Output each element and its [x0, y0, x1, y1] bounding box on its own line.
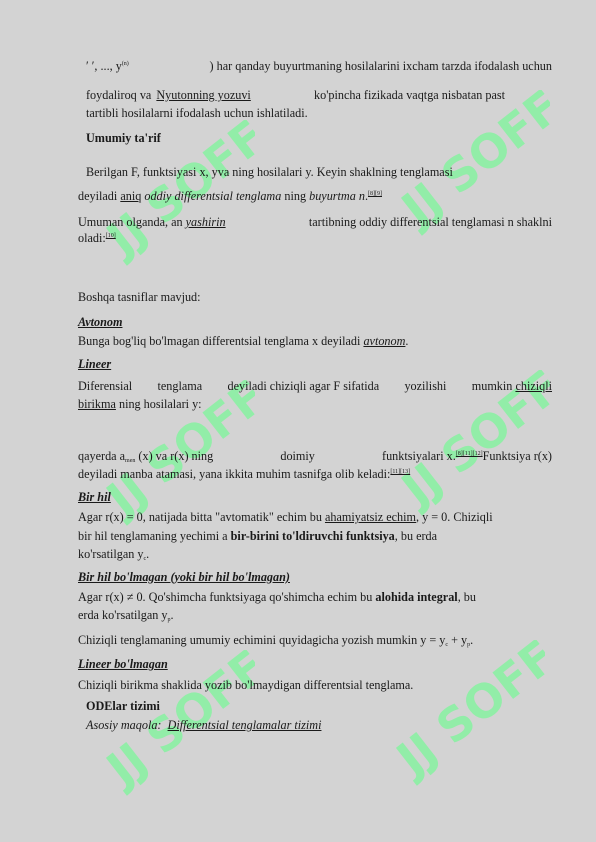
watermark-text: JJ SOFF — [96, 380, 255, 526]
citation-link[interactable]: [8][9] — [368, 191, 382, 197]
paragraph-line — [78, 590, 552, 605]
text: ′ ′, ..., y — [86, 59, 122, 73]
paragraph-line — [78, 231, 116, 246]
watermark-text: JJ SOFF — [391, 370, 550, 516]
text: Bunga bog'liq bo'lmagan differentsial tenglama x deyiladi — [78, 334, 361, 348]
text: oddiy differentsial tenglama — [144, 189, 282, 203]
subheading-bir-hil: Bir hil — [78, 490, 111, 504]
link-chiziqli[interactable]: chiziqli — [515, 379, 552, 393]
citation-link[interactable]: [8][11][12] — [455, 451, 483, 457]
citation-link[interactable]: [11][13] — [390, 469, 411, 475]
text: + y — [448, 633, 468, 647]
text: . — [146, 547, 150, 561]
text: Diferensial — [78, 379, 133, 393]
text: , bu — [457, 590, 476, 604]
paragraph-line: Berilgan F, funktsiyasi x, yva ning hosilalari y. Keyin shaklning tenglamasi — [86, 165, 453, 179]
text: . — [170, 608, 174, 622]
paragraph-line: Chiziqli birikma shaklida yozib bo'lmaydigan differentsial tenglama. — [78, 678, 414, 692]
citation-link[interactable]: [10] — [105, 233, 116, 239]
subheading-bir-hil-bolmagan: Bir hil bo'lmagan (yoki bir hil bo'lmagan) — [78, 570, 290, 584]
paragraph-line: Boshqa tasniflar mavjud: — [78, 290, 201, 304]
link-ahamiyatsiz-echim[interactable]: ahamiyatsiz echim — [324, 510, 417, 524]
text: , bu erda — [394, 529, 438, 543]
subheading-lineer: Lineer — [78, 357, 112, 371]
subheading-lineer-bolmagan: Lineer bo'lmagan — [78, 657, 168, 671]
text: foydaliroq va — [86, 88, 152, 102]
watermark-text: JJ SOFF — [96, 650, 255, 796]
link-nyutonning-yozuvi[interactable]: Nyutonning yozuvi — [156, 88, 251, 102]
text: ning — [284, 189, 307, 203]
subscript: p — [467, 642, 471, 648]
text: Funktsiya r(x) — [482, 449, 552, 463]
text: deyiladi chiziqli agar F sifatida — [227, 379, 380, 393]
text: , y = 0. Chiziqli — [416, 510, 493, 524]
subscript: p — [167, 617, 171, 623]
text: tartibning oddiy differentsial tenglamasi n shaklni — [308, 215, 552, 229]
paragraph-line — [86, 88, 552, 103]
subscript: c — [445, 642, 449, 648]
text: Chiziqli tenglamaning umumiy echimini quyidagicha yozish mumkin y = y — [78, 633, 446, 647]
text: doimiy — [280, 449, 315, 463]
text: (x) va r(x) ning — [138, 449, 214, 463]
paragraph-line — [78, 510, 493, 525]
paragraph-line: tartibli hosilalarni ifodalash uchun ishlatiladi. — [86, 106, 308, 120]
paragraph-line — [78, 529, 552, 544]
text: mumkin — [471, 379, 513, 393]
link-birikma[interactable]: birikma — [78, 397, 116, 411]
superscript: (n) — [121, 61, 129, 67]
text: Agar r(x) ≠ 0. Qo'shimcha funktsiyaga qo'shimcha echim bu — [78, 590, 373, 604]
paragraph-line — [78, 547, 149, 562]
subheading-avtonom: Avtonom — [78, 315, 123, 329]
text: . — [470, 633, 474, 647]
text: Agar r(x) = 0, natijada bitta "avtomatik" echim bu — [78, 510, 322, 524]
section-heading: Umumiy ta'rif — [86, 131, 161, 145]
text: erda ko'rsatilgan y — [78, 608, 168, 622]
text: . — [405, 334, 409, 348]
text: qayerda a — [78, 449, 126, 463]
paragraph-line — [78, 397, 202, 412]
text: tenglama — [157, 379, 203, 393]
paragraph-line — [78, 334, 408, 349]
text: Umuman olganda, an — [78, 215, 183, 229]
paragraph-line — [86, 59, 552, 74]
paragraph-line — [78, 608, 174, 623]
subscript: c — [143, 556, 147, 562]
bold-term: bir-birini to'ldiruvchi funktsiya — [230, 529, 395, 543]
text: ko'pincha fizikada vaqtga nisbatan past — [314, 88, 506, 102]
link-yashirin[interactable]: yashirin — [185, 215, 226, 229]
text: Asosiy maqola: — [86, 718, 162, 732]
text: buyurtma n — [309, 189, 365, 203]
text: deyiladi manba atamasi, yana ikkita muhim tasnifga olib keladi: — [78, 467, 391, 481]
text: yozilishi — [404, 379, 447, 393]
bold-term: alohida integral — [375, 590, 458, 604]
paragraph-line — [78, 449, 552, 464]
link-aniq[interactable]: aniq — [120, 189, 142, 203]
paragraph-line: deyiladi aniq oddiy differentsial tenglama ning buyurtma n.[8][9] — [78, 189, 382, 203]
text: oladi: — [78, 231, 106, 245]
text: bir hil tenglamaning yechimi a — [78, 529, 228, 543]
link-avtonom[interactable]: avtonom — [363, 334, 406, 348]
paragraph-line — [78, 379, 552, 394]
paragraph-line — [78, 467, 410, 482]
section-heading: ODElar tizimi — [86, 699, 160, 713]
subscript: men — [125, 458, 136, 464]
watermark-text: JJ SOFF — [96, 120, 255, 266]
paragraph-line — [78, 633, 473, 648]
watermark-text: JJ SOFF — [386, 640, 545, 786]
text: ) har qanday buyurtmaning hosilalarini ixcham tarzda ifodalash uchun — [209, 59, 552, 73]
text: ning hosilalari y: — [118, 397, 202, 411]
paragraph-line — [86, 718, 321, 733]
watermark-text: JJ SOFF — [391, 90, 550, 236]
text: deyiladi — [78, 189, 118, 203]
link-differentsial-tenglamalar-tizimi[interactable]: Differentsial tenglamalar tizimi — [167, 718, 322, 732]
text: funktsiyalari x. — [382, 449, 456, 463]
text: ko'rsatilgan y — [78, 547, 144, 561]
paragraph-line — [78, 215, 552, 230]
